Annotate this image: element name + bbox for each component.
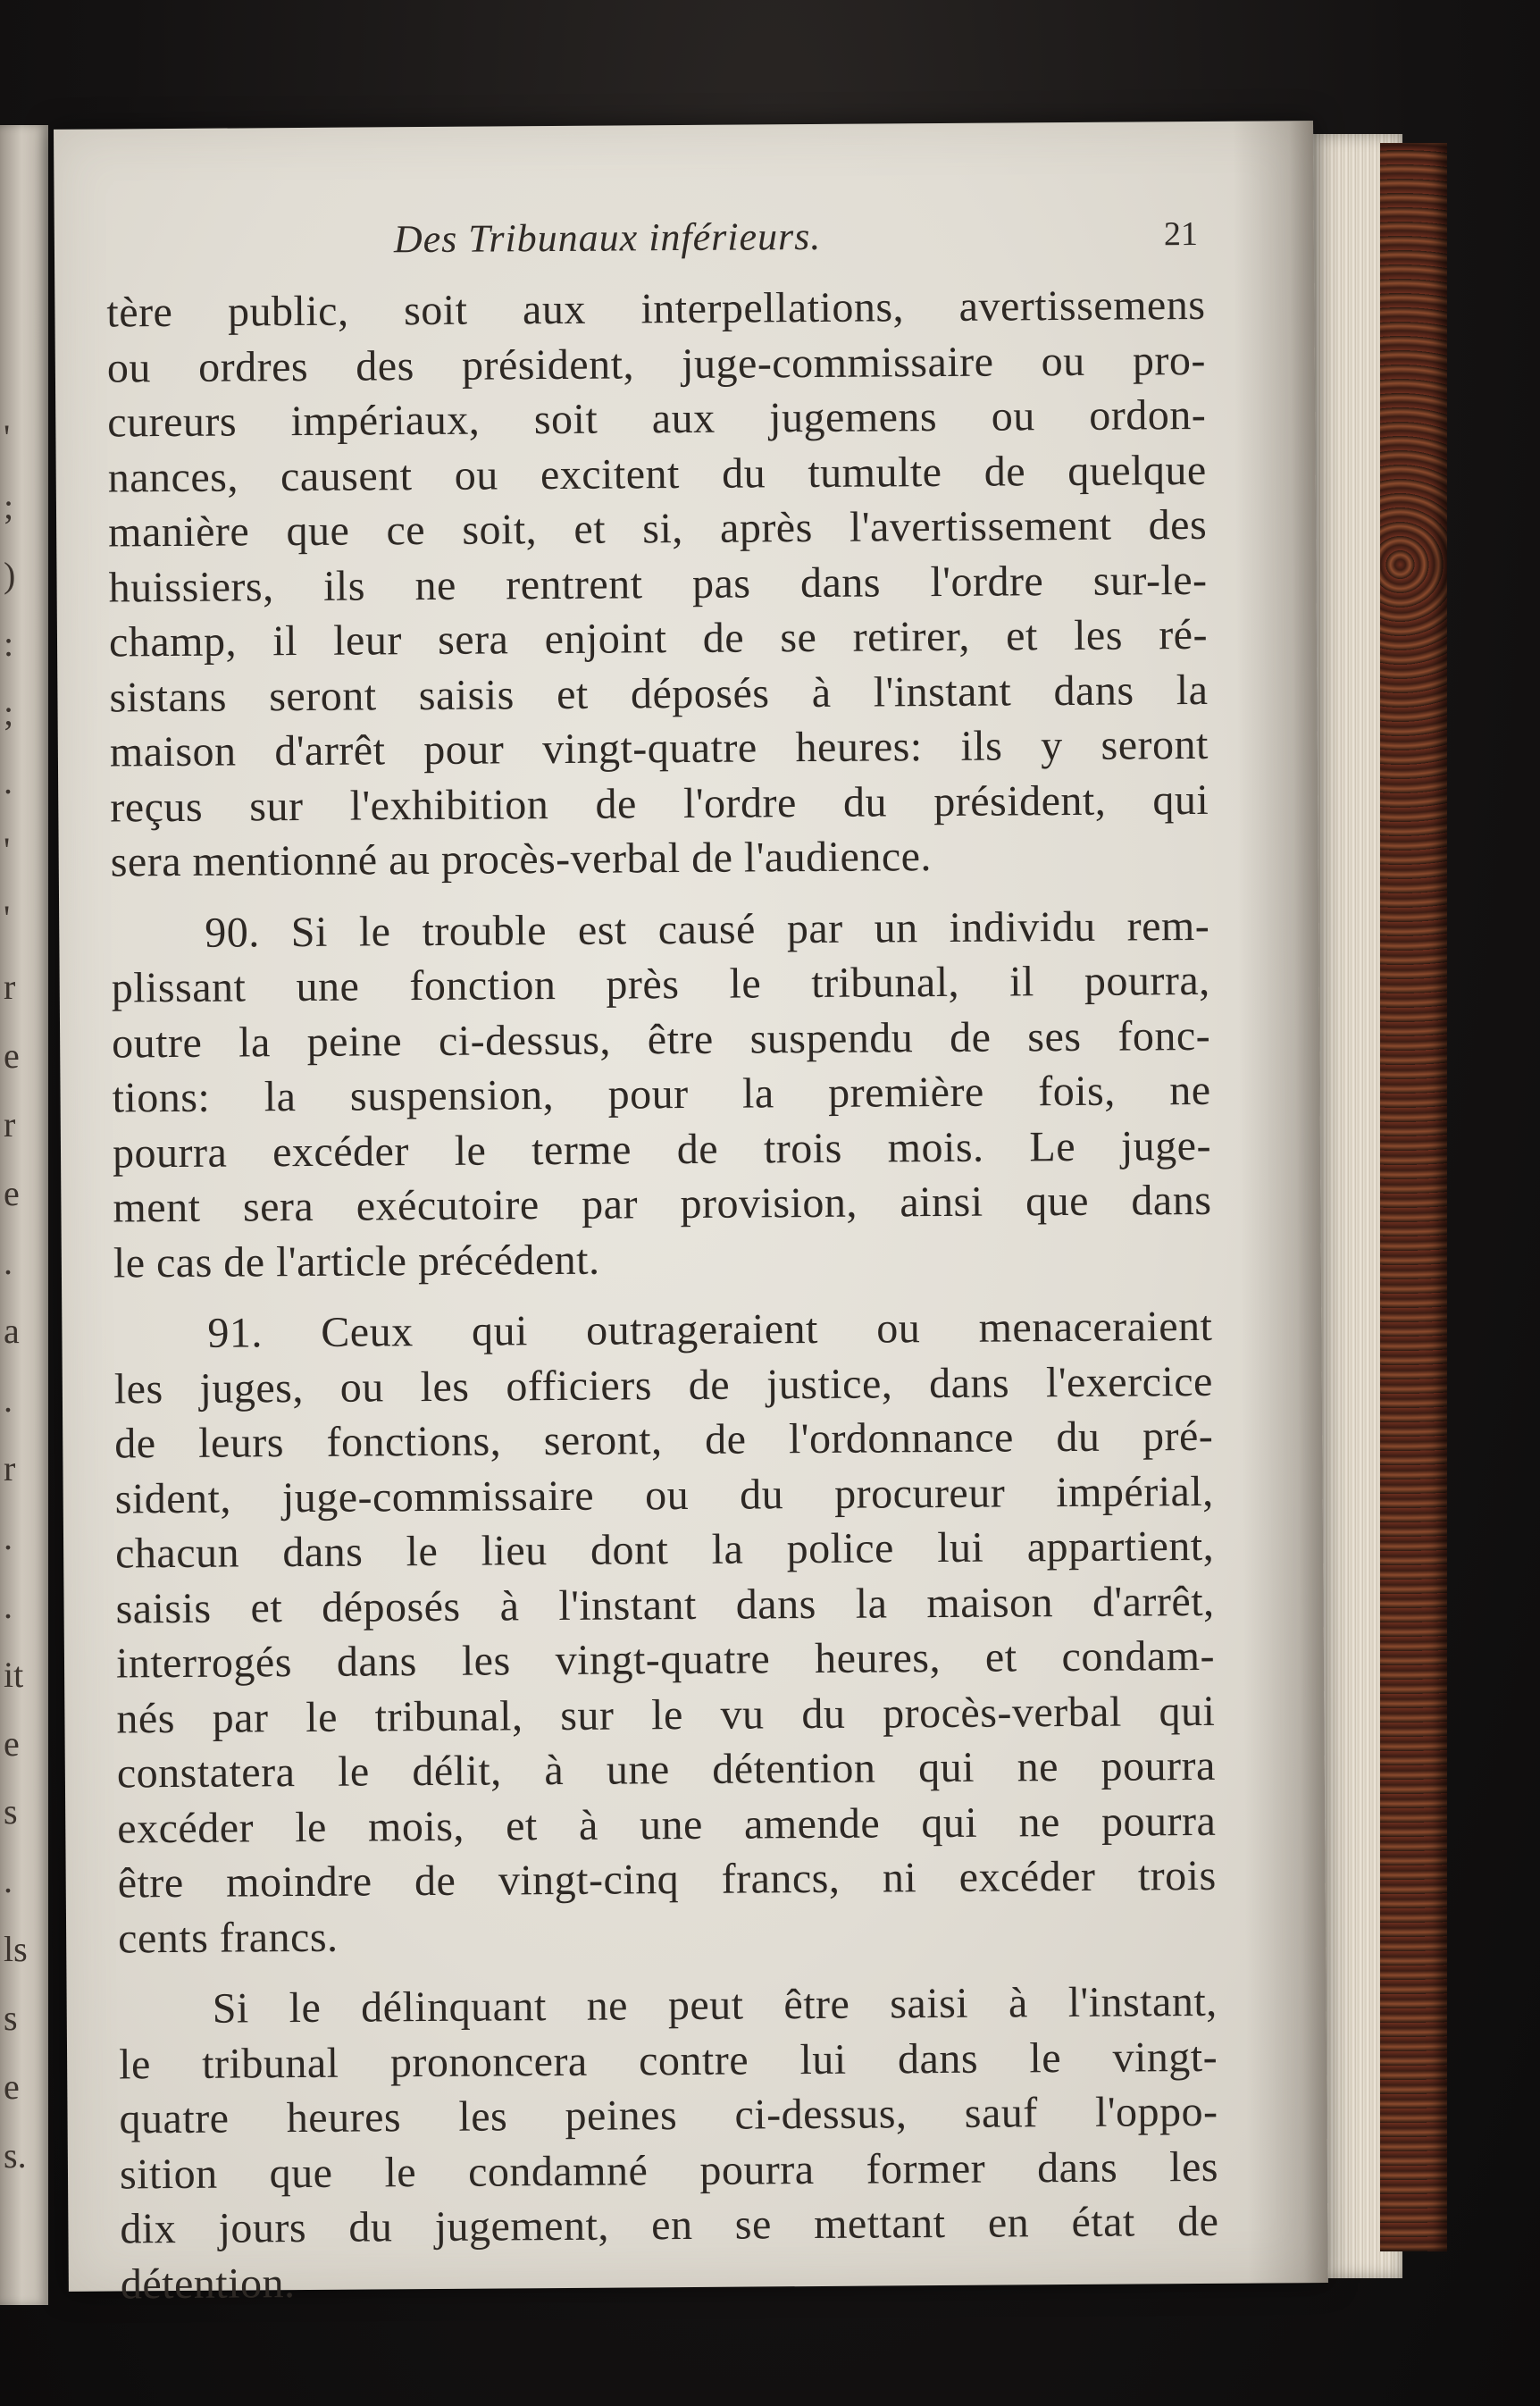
text-line: être moindre de vingt-cinq francs, ni excéder trois [117,1851,1217,1907]
text-line: huissiers, ils ne rentrent pas dans l'ordre sur-le- [108,556,1208,612]
text-line: excéder le mois, et à une amende qui ne pourra [117,1797,1217,1852]
text-line: sistans seront saisis et déposés à l'instant dans la [109,666,1209,722]
text-line: nances, causent ou excitent du tumulte de quelque [107,446,1207,502]
left-edge-marks [4,417,34,2207]
text-line: 91. Ceux qui outrageraient ou menaceraient [207,1302,1213,1357]
text-line: cents francs. [117,1913,339,1962]
left-edge-mark: e [4,2066,20,2107]
paragraph-article-91 [113,1299,1217,1966]
body-text [106,278,1219,2312]
left-edge-mark: . [4,1586,13,1626]
text-line: nés par le tribunal, sur le vu du procès-verbal qui [116,1687,1216,1742]
running-head: Des Tribunaux inférieurs. [393,214,822,262]
text-line: 90. Si le trouble est causé par un individu rem- [205,901,1210,957]
text-line: les juges, ou les officiers de justice, dans l'exercice [113,1357,1214,1413]
text-line: dix jours du jugement, en se mettant en état de [120,2197,1219,2253]
paragraph-article-90 [111,898,1212,1290]
left-edge-mark: . [4,761,13,801]
left-edge-mark: e [4,1723,20,1764]
text-line: sition que le condamné pourra former dans les [119,2142,1219,2198]
text-line: maison d'arrêt pour vingt-quatre heures: ils y seront [109,720,1209,776]
text-line: cureurs impériaux, soit aux jugemens ou ordon- [107,390,1207,447]
left-edge-mark: . [4,1860,13,1900]
left-edge-mark: ; [4,692,14,733]
text-line: le cas de l'article précédent. [113,1236,600,1287]
left-edge-mark: s [4,1998,18,2038]
text-line: champ, il leur sera enjoint de se retirer, et les ré- [108,610,1209,666]
book-cover [1380,143,1447,2251]
left-edge-mark: . [4,1242,13,1282]
left-page-edge [0,125,48,2305]
text-line: Si le délinquant ne peut être saisi à l'instant, [212,1977,1218,2033]
text-line: saisis et déposés à l'instant dans la maison d'arrêt, [115,1577,1215,1632]
text-line: quatre heures les peines ci-dessus, sauf l'oppo- [119,2087,1218,2143]
left-edge-mark: : [4,624,14,664]
left-edge-mark: . [4,1517,13,1557]
text-line: de leurs fonctions, seront, de l'ordonnance du pré- [114,1412,1214,1468]
text-line: le tribunal prononcera contre lui dans le vingt- [118,2033,1218,2088]
page-number: 21 [1163,214,1199,254]
text-line: tions: la suspension, pour la première fois, ne [112,1066,1211,1122]
left-edge-mark: e [4,1035,20,1076]
paragraph-delinquant [118,1974,1219,2312]
left-edge-mark: r [4,967,16,1007]
text-line: chacun dans le lieu dont la police lui appartient, [114,1522,1215,1578]
left-edge-mark: r [4,1448,16,1488]
spine-gutter [1233,121,1328,2284]
text-line: reçus sur l'exhibition de l'ordre du président, qui [110,775,1209,831]
left-edge-mark: ls [4,1929,28,1969]
left-edge-mark: it [4,1655,24,1695]
left-edge-mark: s. [4,2135,27,2175]
left-edge-mark: r [4,1104,16,1144]
text-line: constatera le délit, à une détention qui ne pourra [116,1741,1217,1798]
text-line: ou ordres des président, juge-commissaire ou pro- [106,336,1207,392]
text-line: détention. [120,2259,296,2308]
text-line: plissant une fonction près le tribunal, il pourra, [111,956,1210,1012]
left-edge-mark: ' [4,417,11,457]
left-edge-mark: . [4,1379,13,1420]
text-line: tère public, soit aux interpellations, avertissemens [106,281,1206,337]
paragraph-continuation [106,278,1209,890]
left-edge-mark: ' [4,830,11,870]
text-line: manière que ce soit, et si, après l'avertissement des [107,500,1208,557]
left-edge-mark: a [4,1311,20,1351]
left-edge-mark: ) [4,555,16,595]
left-edge-mark: ; [4,486,14,526]
text-line: sera mentionné au procès-verbal de l'audience. [110,833,933,886]
text-line: ment sera exécutoire par provision, ainsi que dans [113,1176,1212,1232]
text-line: interrogés dans les vingt-quatre heures, et condam- [115,1631,1216,1688]
text-line: pourra excéder le terme de trois mois. Le juge- [112,1121,1212,1177]
book-page [54,121,1328,2308]
left-edge-mark: ' [4,898,11,938]
text-line: outre la peine ci-dessus, être suspendu de ses fonc- [111,1011,1211,1067]
text-line: sident, juge-commissaire ou du procureur impérial, [114,1467,1214,1522]
left-edge-mark: s [4,1791,18,1832]
left-edge-mark: e [4,1173,20,1213]
